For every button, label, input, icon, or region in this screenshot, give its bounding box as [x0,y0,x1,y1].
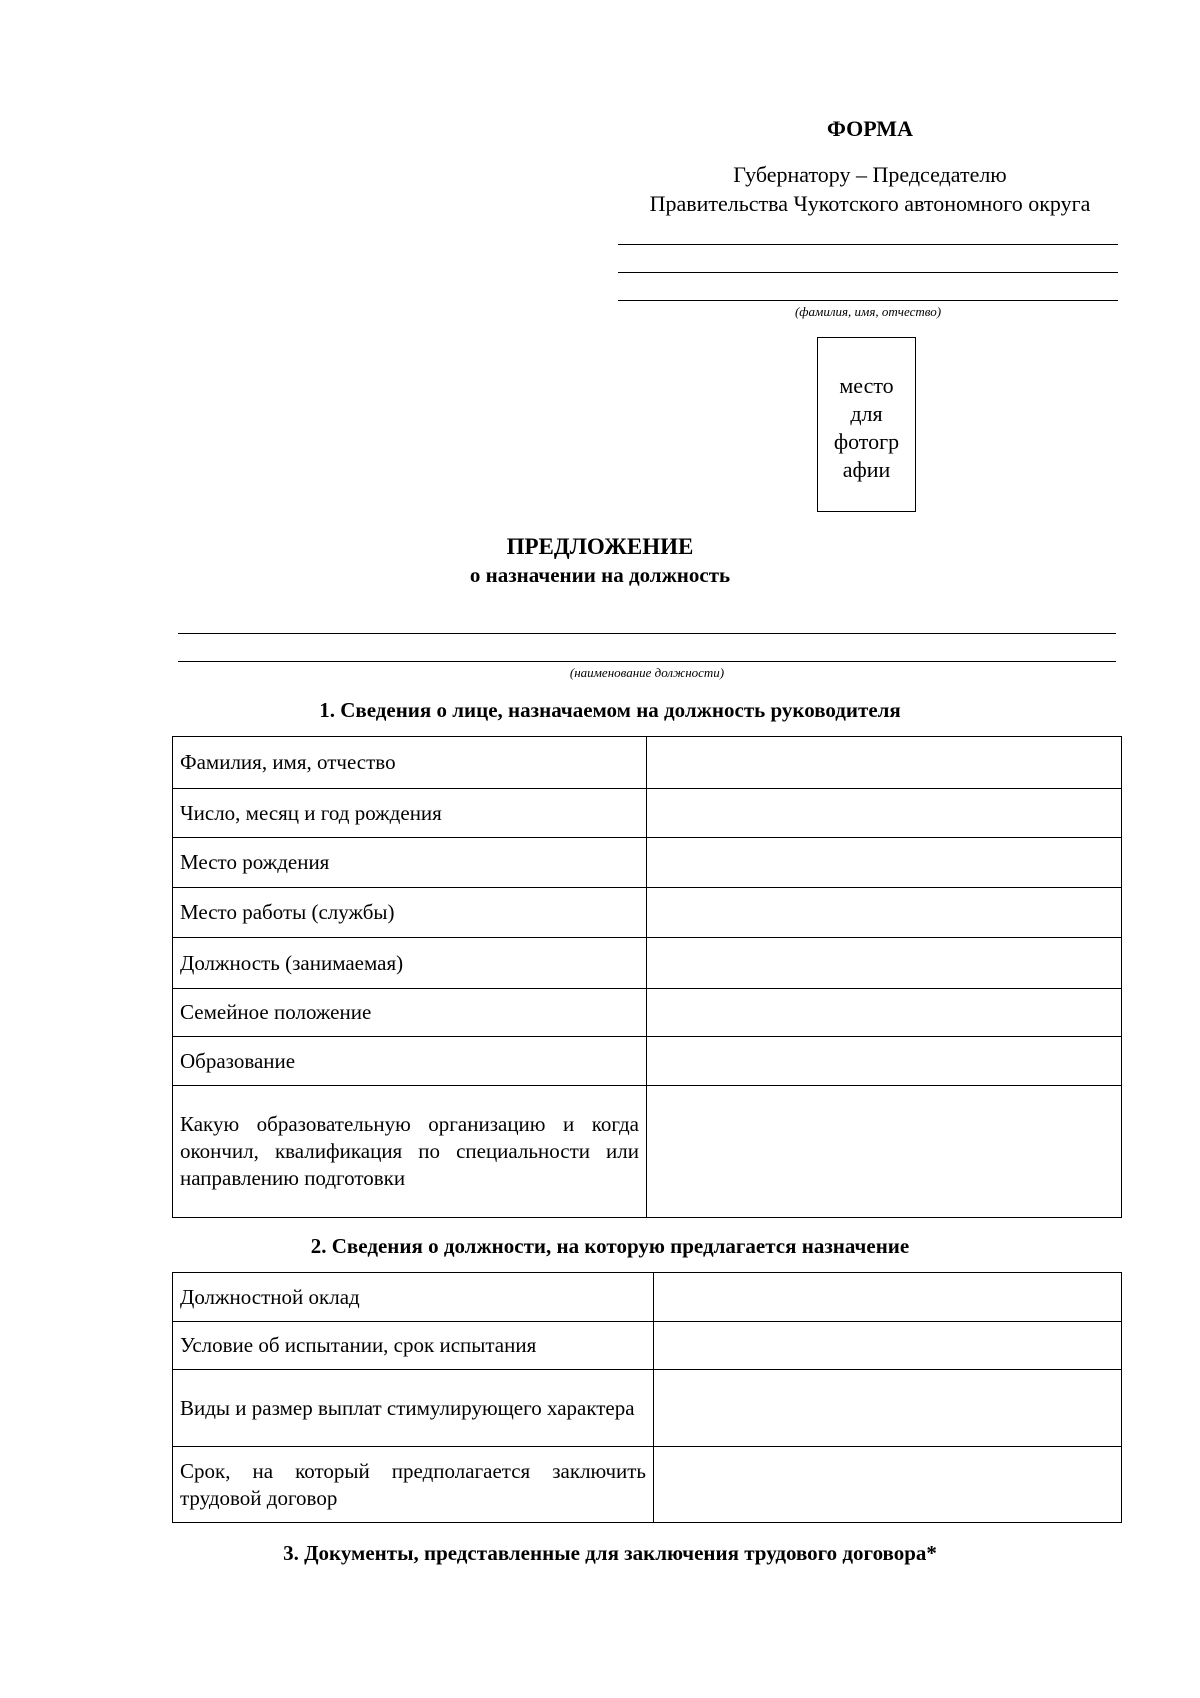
addressee-name-line-1[interactable] [618,244,1118,245]
photo-placeholder-line-2: для [850,401,883,426]
addressee-block [600,160,1140,218]
position-name-caption: (наименование должности) [569,665,725,680]
row-label: Фамилия, имя, отчество [173,737,647,789]
document-subtitle: о назначении на должность [469,563,731,587]
row-value-cell[interactable] [647,1086,1122,1218]
row-value-cell[interactable] [647,989,1122,1037]
table-row [173,789,1122,838]
row-label: Число, месяц и год рождения [173,789,647,838]
table-row [173,1447,1122,1523]
row-label: Должность (занимаемая) [173,938,647,989]
position-name-line-1[interactable] [178,633,1116,634]
table-row [173,1037,1122,1086]
table-row [173,1273,1122,1322]
table-row [173,838,1122,888]
row-label: Условие об испытании, срок испытания [173,1322,654,1370]
addressee-line-1: Губернатору – Председателю [733,162,1007,187]
row-value-cell[interactable] [654,1447,1122,1523]
row-value-cell[interactable] [654,1370,1122,1447]
section-1-heading: 1. Сведения о лице, назначаемом на должность руководителя [319,698,901,722]
addressee-name-caption: (фамилия, имя, отчество) [794,304,942,319]
photo-placeholder-line-4: афии [842,457,891,482]
section-1-table [172,736,1122,1218]
position-name-line-2[interactable] [178,661,1116,662]
form-label: ФОРМА [827,116,913,141]
row-value-cell[interactable] [647,888,1122,938]
row-label: Какую образовательную организацию и когда окончил, квалификация по специальности или направлению подготовки [173,1086,647,1218]
section-2-table [172,1272,1122,1523]
section-3-heading: 3. Документы, представленные для заключения трудового договора* [283,1541,937,1565]
addressee-name-line-2[interactable] [618,272,1118,273]
addressee-name-line-3[interactable] [618,300,1118,301]
row-label: Место работы (службы) [173,888,647,938]
table-row [173,888,1122,938]
row-value-cell[interactable] [654,1273,1122,1322]
row-label: Образование [173,1037,647,1086]
row-value-cell[interactable] [647,1037,1122,1086]
document-title: ПРЕДЛОЖЕНИЕ [506,534,694,559]
photo-placeholder [817,337,916,512]
row-label: Семейное положение [173,989,647,1037]
table-row [173,938,1122,989]
table-row [173,1322,1122,1370]
row-label: Место рождения [173,838,647,888]
table-row [173,1370,1122,1447]
table-row [173,737,1122,789]
table-row [173,989,1122,1037]
row-value-cell[interactable] [654,1322,1122,1370]
photo-placeholder-line-3: фотогр [833,429,900,454]
addressee-line-2: Правительства Чукотского автономного округа [649,191,1091,216]
table-row [173,1086,1122,1218]
row-value-cell[interactable] [647,838,1122,888]
row-label: Виды и размер выплат стимулирующего характера [173,1370,654,1447]
row-label: Должностной оклад [173,1273,654,1322]
row-value-cell[interactable] [647,737,1122,789]
row-value-cell[interactable] [647,938,1122,989]
row-label: Срок, на который предполагается заключить трудовой договор [173,1447,654,1523]
photo-placeholder-line-1: место [839,373,894,398]
section-2-heading: 2. Сведения о должности, на которую предлагается назначение [310,1234,910,1258]
row-value-cell[interactable] [647,789,1122,838]
